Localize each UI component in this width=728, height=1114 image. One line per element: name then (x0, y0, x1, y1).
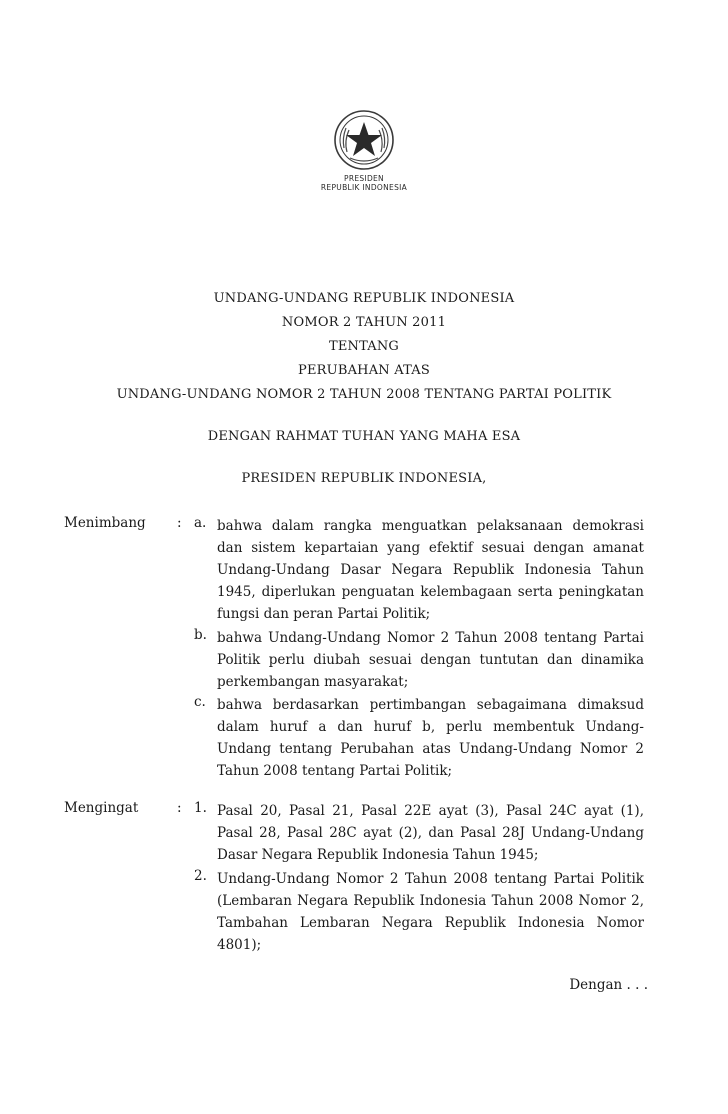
garuda-seal-icon (332, 108, 396, 172)
item-text: bahwa Undang-Undang Nomor 2 Tahun 2008 tentang Partai Politik perlu diubah sesuai dengan tuntutan dan dinamika perkembangan masyarakat; (217, 630, 644, 690)
item-mark: 1. (194, 800, 207, 816)
preamble-president: PRESIDEN REPUBLIK INDONESIA, (241, 471, 487, 486)
presidential-emblem (312, 108, 416, 218)
menimbang-item-c (194, 694, 644, 782)
mengingat-item-1 (194, 800, 644, 866)
item-text: bahwa dalam rangka menguatkan pelaksanaan demokrasi dan sistem kepartaian yang efektif sesuai dengan amanat Undang-Undang Dasar Negara Republik Indonesia Tahun 1945, diperlukan penguatan kelembagaan serta peningkatan fungsi dan peran Partai Politik; (217, 518, 644, 622)
menimbang-colon: : (177, 515, 182, 531)
next-page-catchword: Dengan . . . (569, 977, 648, 993)
mengingat-label: Mengingat (64, 800, 139, 816)
emblem-caption-republik: REPUBLIK INDONESIA (320, 183, 408, 192)
law-about: TENTANG (328, 339, 400, 354)
item-mark: b. (194, 627, 207, 643)
item-mark: 2. (194, 868, 207, 884)
item-text: bahwa berdasarkan pertimbangan sebagaimana dimaksud dalam huruf a dan huruf b, perlu membentuk Undang-Undang tentang Perubahan atas Undang-Undang Nomor 2 Tahun 2008 tentang Partai Politik; (217, 697, 644, 779)
item-text: Undang-Undang Nomor 2 Tahun 2008 tentang Partai Politik (Lembaran Negara Republik Indonesia Tahun 2008 Nomor 2, Tambahan Lembaran Negara Republik Indonesia Nomor 4801); (217, 871, 644, 953)
mengingat-item-2 (194, 868, 644, 956)
law-number: NOMOR 2 TAHUN 2011 (281, 315, 447, 330)
mengingat-colon: : (177, 800, 182, 816)
law-title: UNDANG-UNDANG REPUBLIK INDONESIA (213, 291, 515, 306)
menimbang-label: Menimbang (64, 515, 146, 531)
law-subject-2: UNDANG-UNDANG NOMOR 2 TAHUN 2008 TENTANG PARTAI POLITIK (116, 387, 612, 402)
preamble-blessing: DENGAN RAHMAT TUHAN YANG MAHA ESA (207, 429, 521, 444)
item-mark: a. (194, 515, 207, 531)
menimbang-item-a (194, 515, 644, 625)
menimbang-item-b (194, 627, 644, 693)
emblem-caption-presiden: PRESIDEN (344, 174, 384, 183)
item-mark: c. (194, 694, 206, 710)
item-text: Pasal 20, Pasal 21, Pasal 22E ayat (3), Pasal 24C ayat (1), Pasal 28, Pasal 28C ayat (2), dan Pasal 28J Undang-Undang Dasar Negara Republik Indonesia Tahun 1945; (217, 803, 644, 863)
law-subject-1: PERUBAHAN ATAS (298, 363, 430, 378)
